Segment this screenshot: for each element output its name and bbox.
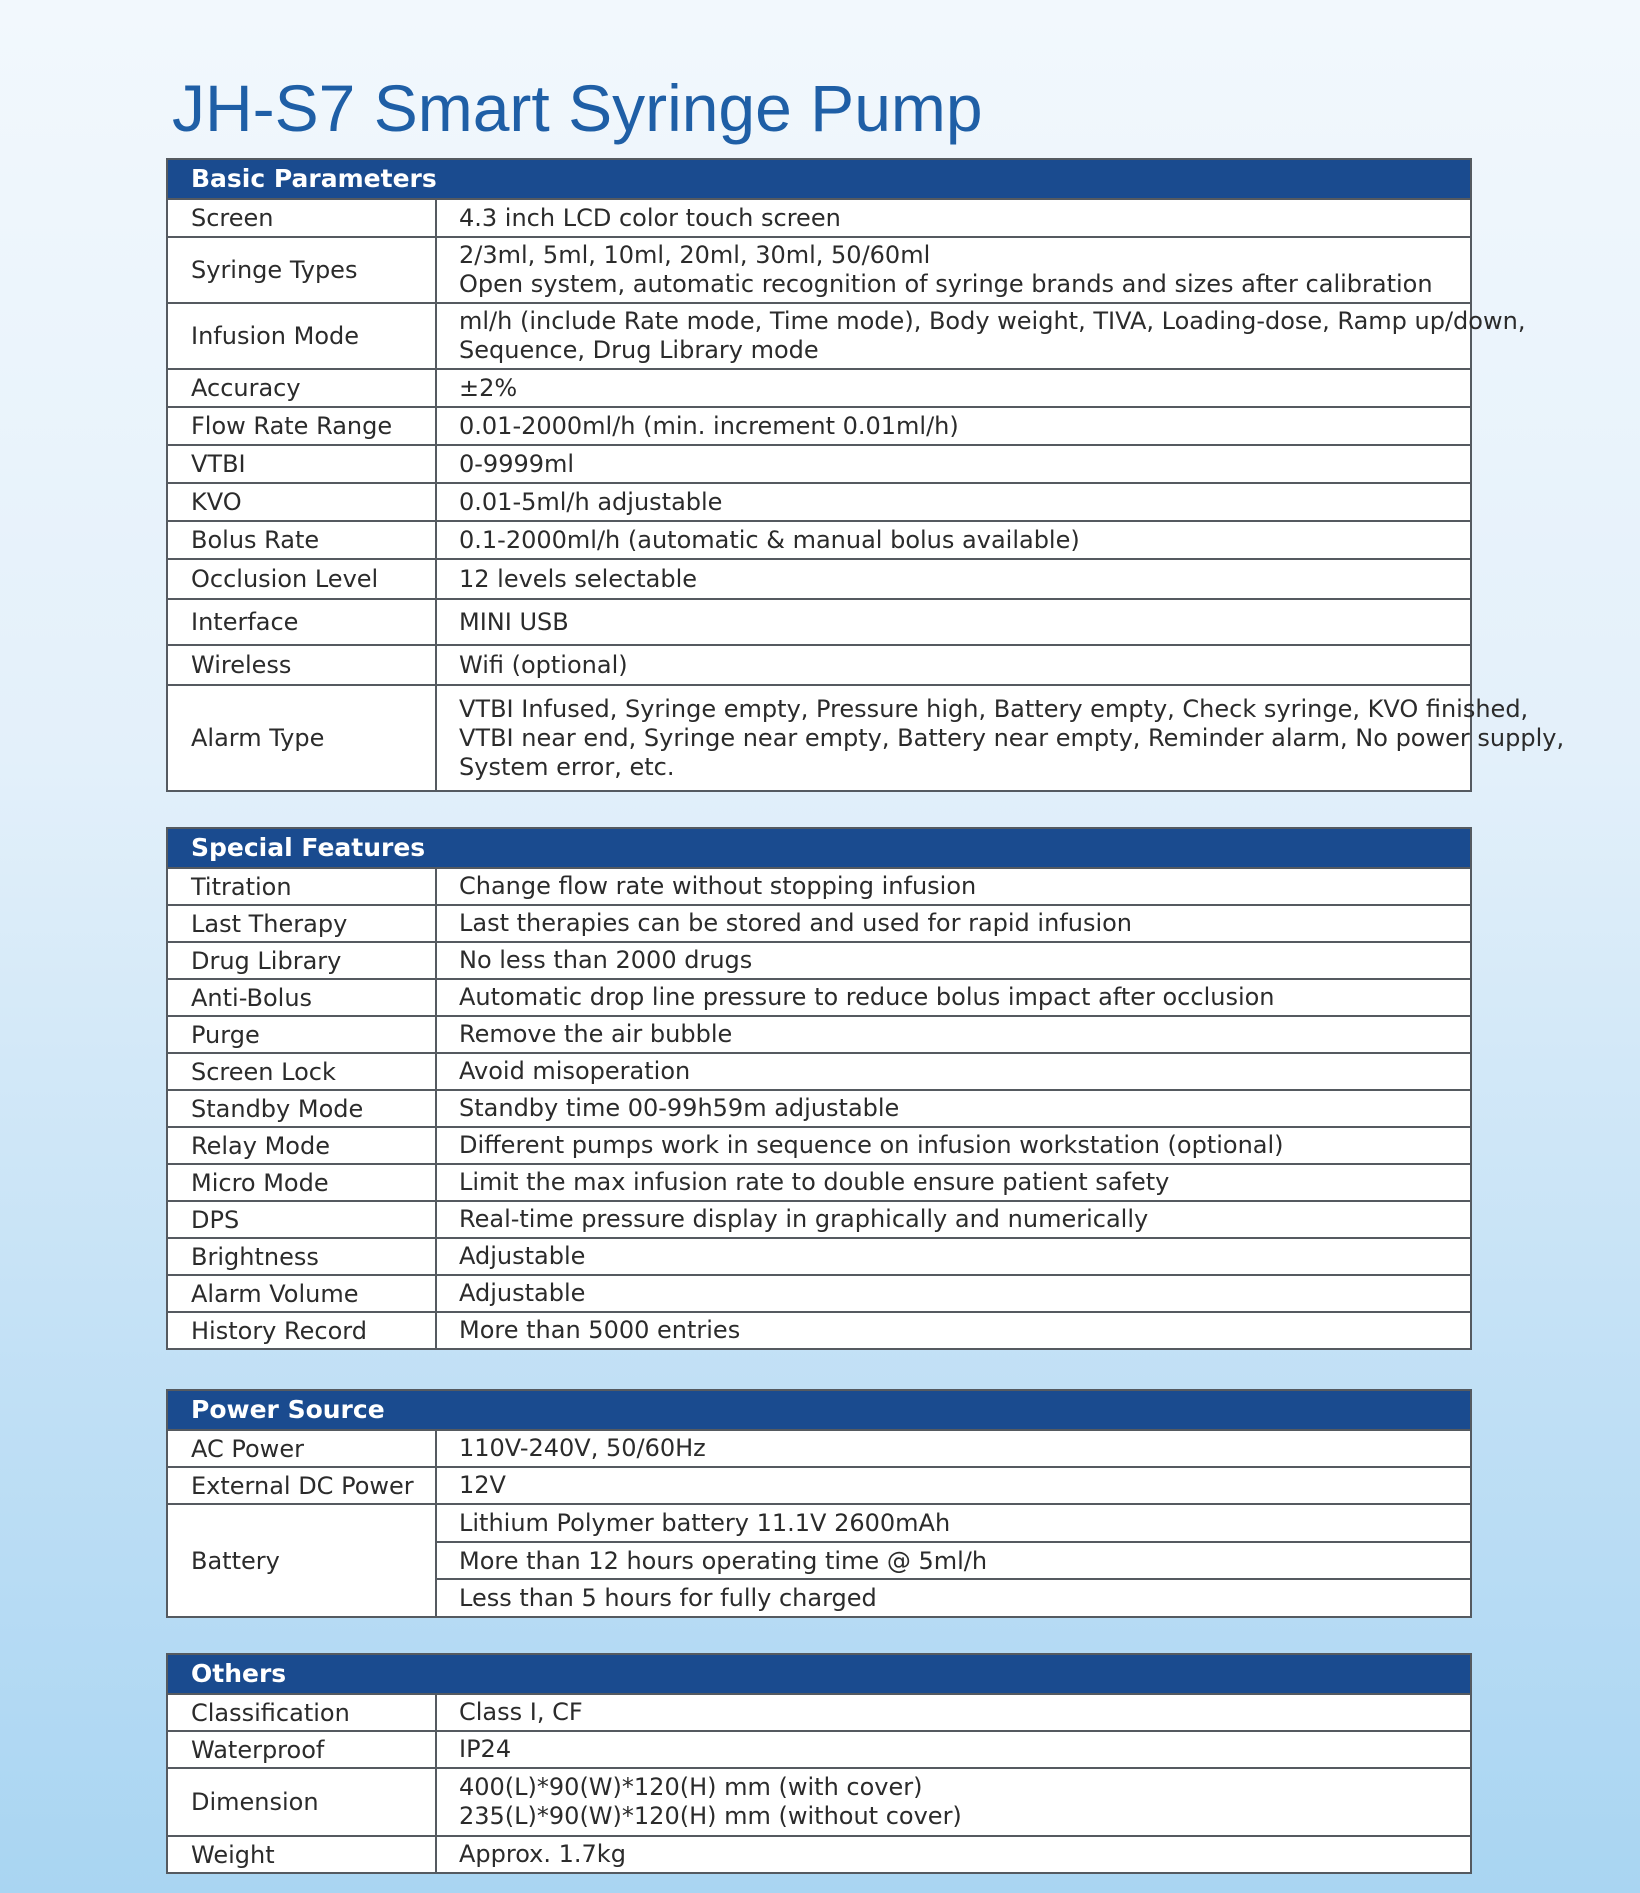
- row-value: 0.01-5ml/h adjustable: [459, 487, 723, 516]
- row-value: Change flow rate without stopping infusion: [459, 872, 977, 900]
- battery-value: Lithium Polymer battery 11.1V 2600mAh: [437, 1505, 1470, 1543]
- row-label: External DC Power: [168, 1468, 437, 1503]
- row-label: Classification: [168, 1695, 437, 1730]
- row-value: MINI USB: [459, 607, 569, 636]
- row-value: 12V: [459, 1471, 506, 1499]
- row-value: Adjustable: [459, 1242, 586, 1270]
- table-row: [168, 686, 1565, 790]
- row-value: Remove the air bubble: [459, 1020, 733, 1048]
- row-label: KVO: [168, 484, 437, 520]
- power-source-table: [166, 1389, 1472, 1618]
- row-value: 2/3ml, 5ml, 10ml, 20ml, 30ml, 50/60ml Open system, automatic recognition of syringe brands and sizes after calibration: [459, 241, 1433, 298]
- row-value: Avoid misoperation: [459, 1057, 691, 1085]
- row-label: DPS: [168, 1202, 437, 1237]
- row-label: Titration: [168, 869, 437, 904]
- row-value: More than 5000 entries: [459, 1316, 741, 1344]
- table-row: [168, 446, 1470, 484]
- table-row: [168, 1313, 1470, 1348]
- row-value: Adjustable: [459, 1279, 586, 1307]
- row-value: 110V-240V, 50/60Hz: [459, 1434, 706, 1462]
- table-row: [168, 200, 1470, 238]
- table-row: [168, 1276, 1470, 1313]
- table-row: [168, 906, 1470, 943]
- row-label: Occlusion Level: [168, 560, 437, 598]
- table-row: [168, 943, 1470, 980]
- table-row: [168, 238, 1470, 304]
- table-row: [168, 408, 1470, 446]
- row-label: Micro Mode: [168, 1165, 437, 1200]
- table-row: [168, 1202, 1470, 1239]
- row-label: Weight: [168, 1837, 437, 1872]
- row-value: No less than 2000 drugs: [459, 946, 753, 974]
- row-label: Last Therapy: [168, 906, 437, 941]
- table-row: [168, 1695, 1470, 1732]
- table-row: [168, 1732, 1470, 1769]
- row-label: Screen: [168, 200, 437, 236]
- table-row: [168, 1769, 1470, 1837]
- special-features-table: [166, 827, 1472, 1350]
- row-value: IP24: [459, 1735, 512, 1763]
- row-label: AC Power: [168, 1431, 437, 1466]
- table-row: [168, 600, 1470, 646]
- battery-values: [437, 1505, 1470, 1616]
- table-row: [168, 1468, 1470, 1505]
- row-value: Wifi (optional): [459, 650, 628, 679]
- row-value: Different pumps work in sequence on infusion workstation (optional): [459, 1131, 1284, 1159]
- row-label: Relay Mode: [168, 1128, 437, 1163]
- row-value: ml/h (include Rate mode, Time mode), Body weight, TIVA, Loading-dose, Ramp up/down, Sequence, Drug Library mode: [459, 307, 1526, 364]
- row-value: 4.3 inch LCD color touch screen: [459, 203, 841, 232]
- row-value: ±2%: [459, 373, 518, 402]
- table-row: [168, 1128, 1470, 1165]
- table-row: [168, 304, 1526, 370]
- row-label: Syringe Types: [168, 238, 437, 302]
- table-row: [168, 1054, 1470, 1091]
- row-value: Class I, CF: [459, 1698, 583, 1726]
- others-heading: Others: [168, 1655, 1470, 1695]
- row-label: Purge: [168, 1017, 437, 1052]
- table-row: [168, 370, 1470, 408]
- row-label: Brightness: [168, 1239, 437, 1274]
- row-value: 12 levels selectable: [459, 564, 698, 593]
- special-features-heading: Special Features: [168, 829, 1470, 869]
- row-label: Drug Library: [168, 943, 437, 978]
- row-label: Interface: [168, 600, 437, 644]
- table-row: [168, 869, 1470, 906]
- row-label: Wireless: [168, 646, 437, 684]
- row-label: Dimension: [168, 1769, 437, 1835]
- row-value: Standby time 00-99h59m adjustable: [459, 1094, 900, 1122]
- page-title: JH-S7 Smart Syringe Pump: [172, 71, 983, 145]
- battery-value: Less than 5 hours for fully charged: [459, 1584, 877, 1613]
- basic-parameters-heading: Basic Parameters: [168, 160, 1470, 200]
- row-label: Battery: [168, 1505, 437, 1616]
- row-label: Alarm Type: [168, 686, 437, 790]
- row-label: Infusion Mode: [168, 304, 437, 368]
- table-row: [168, 1091, 1470, 1128]
- row-label: Alarm Volume: [168, 1276, 437, 1311]
- table-row: [168, 1431, 1470, 1468]
- table-row: [168, 980, 1470, 1017]
- row-label: Bolus Rate: [168, 522, 437, 558]
- table-row: [168, 560, 1470, 600]
- row-label: Standby Mode: [168, 1091, 437, 1126]
- row-label: VTBI: [168, 446, 437, 482]
- row-value: Approx. 1.7kg: [459, 1840, 626, 1868]
- table-row: [168, 1837, 1470, 1872]
- table-row: [168, 1239, 1470, 1276]
- table-row: [168, 1165, 1470, 1202]
- power-source-heading: Power Source: [168, 1391, 1470, 1431]
- others-table: [166, 1653, 1472, 1874]
- basic-parameters-table: [166, 158, 1565, 792]
- row-label: Flow Rate Range: [168, 408, 437, 444]
- row-value: 400(L)*90(W)*120(H) mm (with cover) 235(L)*90(W)*120(H) mm (without cover): [459, 1773, 962, 1830]
- row-value: VTBI Infused, Syringe empty, Pressure high, Battery empty, Check syringe, KVO finished, VTBI near end, Syringe near empty, Battery near empty, Reminder alarm, No power supply, System error, etc.: [459, 694, 1565, 781]
- row-value: 0-9999ml: [459, 449, 575, 478]
- battery-value: More than 12 hours operating time @ 5ml/h: [437, 1543, 1470, 1581]
- battery-row: [168, 1505, 1470, 1616]
- row-value: Automatic drop line pressure to reduce bolus impact after occlusion: [459, 983, 1275, 1011]
- row-label: Accuracy: [168, 370, 437, 406]
- row-value: Real-time pressure display in graphically and numerically: [459, 1205, 1149, 1233]
- table-row: [168, 522, 1470, 560]
- row-label: Screen Lock: [168, 1054, 437, 1089]
- row-label: History Record: [168, 1313, 437, 1348]
- row-value: Limit the max infusion rate to double ensure patient safety: [459, 1168, 1170, 1196]
- row-value: Last therapies can be stored and used for rapid infusion: [459, 909, 1133, 937]
- row-label: Waterproof: [168, 1732, 437, 1767]
- table-row: [168, 1017, 1470, 1054]
- table-row: [168, 646, 1470, 686]
- row-value: 0.1-2000ml/h (automatic & manual bolus available): [459, 525, 1080, 554]
- row-value: 0.01-2000ml/h (min. increment 0.01ml/h): [459, 411, 959, 440]
- row-label: Anti-Bolus: [168, 980, 437, 1015]
- table-row: [168, 484, 1470, 522]
